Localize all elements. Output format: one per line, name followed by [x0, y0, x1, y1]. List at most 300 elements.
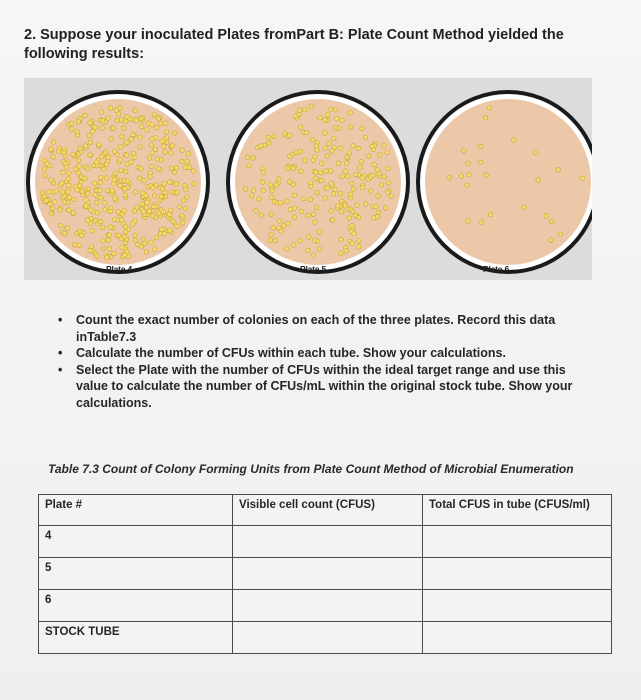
colony-dot [84, 204, 89, 209]
colony-dot [348, 125, 353, 130]
colony-dot [49, 211, 54, 216]
colony-dot [125, 162, 130, 167]
cell-total-cfus[interactable] [423, 558, 612, 590]
colony-dot [288, 154, 293, 159]
colony-dot [276, 226, 281, 231]
colony-dot [49, 147, 54, 152]
colony-dot [107, 233, 112, 238]
colony-dot [311, 158, 316, 163]
colony-dot [65, 226, 70, 231]
colony-dot [150, 123, 155, 128]
colony-dot [311, 212, 316, 217]
colony-dot [104, 176, 109, 181]
colony-dot [319, 161, 324, 166]
plate-6-label: Plate 6 [483, 264, 510, 274]
colony-dot [374, 205, 379, 210]
colony-dot [159, 157, 164, 162]
colony-dot [72, 242, 77, 247]
colony-dot [150, 151, 155, 156]
colony-dot [353, 172, 358, 177]
colony-dot [299, 169, 304, 174]
colony-dot [549, 238, 554, 243]
colony-dot [177, 204, 182, 209]
colony-dot [142, 241, 147, 246]
instruction-item [58, 312, 588, 345]
colony-dot [172, 170, 177, 175]
colony-dot [389, 194, 394, 199]
colony-dot [133, 190, 138, 195]
colony-dot [88, 153, 93, 158]
colony-dot [67, 183, 72, 188]
colony-dot [90, 228, 95, 233]
colony-dot [141, 210, 146, 215]
instruction-text: Count the exact number of colonies on each of the three plates. Record this data inTable7.3 [76, 313, 556, 344]
colony-dot [330, 149, 335, 154]
colony-dot [149, 240, 154, 245]
colony-dot [155, 157, 160, 162]
colony-dot [267, 141, 272, 146]
colony-dot [375, 214, 380, 219]
colony-dot [159, 121, 164, 126]
colony-dot [78, 146, 83, 151]
colony-dot [340, 118, 345, 123]
colony-dot [159, 194, 164, 199]
colony-dot [335, 116, 340, 121]
colony-dot [291, 166, 296, 171]
colony-dot [133, 238, 138, 243]
bullet-icon: • [58, 346, 63, 360]
colony-dot [147, 209, 152, 214]
colony-dot [131, 222, 136, 227]
colony-dot [336, 204, 341, 209]
colony-dot [479, 220, 484, 225]
colony-dot [315, 190, 320, 195]
cell-total-cfus[interactable] [423, 622, 612, 654]
colony-dot [462, 148, 467, 153]
bullet-icon: • [58, 313, 63, 327]
colony-dot [259, 213, 264, 218]
instruction-text: Calculate the number of CFUs within each tube. Show your calculations. [76, 346, 506, 360]
colony-dot [329, 181, 334, 186]
colony-dot [160, 187, 165, 192]
colony-dot [80, 189, 85, 194]
colony-dot [114, 108, 119, 113]
colony-dot [122, 186, 127, 191]
colony-dot [348, 110, 353, 115]
colony-dot [293, 114, 298, 119]
colony-dot [325, 186, 330, 191]
colony-dot [123, 119, 128, 124]
colony-dot [339, 237, 344, 242]
colony-dot [544, 214, 549, 219]
colony-dot [483, 115, 488, 120]
bullet-icon: • [58, 362, 63, 377]
agar-surface [425, 99, 591, 265]
colony-dot [251, 188, 256, 193]
colony-dot [138, 135, 143, 140]
colony-dot [379, 183, 384, 188]
colony-dot [42, 158, 47, 163]
colony-dot [150, 137, 155, 142]
colony-dot [350, 241, 355, 246]
cell-visible-count[interactable] [233, 558, 423, 590]
colony-dot [92, 181, 97, 186]
colony-dot [119, 118, 124, 123]
colony-dot [383, 206, 388, 211]
colony-dot [103, 207, 108, 212]
colony-dot [66, 190, 71, 195]
colony-dot [180, 213, 185, 218]
colony-dot [167, 180, 172, 185]
colony-dot [98, 188, 103, 193]
colony-dot [355, 203, 360, 208]
colony-dot [447, 175, 452, 180]
colony-dot [77, 164, 82, 169]
colony-dot [168, 228, 173, 233]
colony-dot [274, 183, 279, 188]
colony-dot [129, 137, 134, 142]
colony-dot [118, 145, 123, 150]
colony-dot [385, 150, 390, 155]
colony-dot [271, 226, 276, 231]
cell-visible-count[interactable] [233, 526, 423, 558]
colony-dot [138, 176, 143, 181]
colony-dot [312, 238, 317, 243]
colony-dot [84, 197, 89, 202]
petri-dish-plate-6 [418, 92, 592, 272]
colony-dot [180, 148, 185, 153]
colony-dot [121, 126, 126, 131]
colony-dot [371, 173, 376, 178]
colony-dot [314, 205, 319, 210]
colony-dot [125, 114, 130, 119]
colony-dot [323, 146, 328, 151]
colony-dot [301, 197, 306, 202]
colony-dot [152, 204, 157, 209]
colony-dot [382, 175, 387, 180]
colony-dot [338, 251, 343, 256]
petri-dish-plate-5 [228, 92, 408, 272]
colony-dot [111, 126, 116, 131]
colony-dot [360, 176, 365, 181]
colony-dot [58, 208, 63, 213]
colony-dot [467, 172, 472, 177]
colony-dot [368, 189, 373, 194]
colony-dot [102, 201, 107, 206]
colony-dot [113, 171, 118, 176]
colony-dot [170, 143, 175, 148]
colony-dot [139, 117, 144, 122]
instruction-item [58, 345, 588, 362]
colony-dot [478, 160, 483, 165]
cell-visible-count[interactable] [233, 590, 423, 622]
colony-dot [303, 108, 308, 113]
colony-dot [272, 134, 277, 139]
colony-dot [181, 221, 186, 226]
colony-dot [580, 176, 585, 181]
colony-dot [149, 143, 154, 148]
table-row [39, 590, 612, 622]
instruction-list [58, 312, 588, 411]
colony-dot [125, 140, 130, 145]
colony-dot [372, 162, 377, 167]
colony-dot [104, 162, 109, 167]
colony-dot [347, 216, 352, 221]
colony-dot [376, 210, 381, 215]
colony-dot [154, 125, 159, 130]
colony-dot [141, 191, 146, 196]
table-header-row [39, 495, 612, 526]
petri-dish-plate-4 [28, 92, 208, 272]
colony-dot [246, 155, 251, 160]
colony-dot [314, 176, 319, 181]
colony-dot [323, 196, 328, 201]
colony-dot [333, 126, 338, 131]
colony-dot [105, 189, 110, 194]
colony-dot [288, 207, 293, 212]
colony-dot [76, 120, 81, 125]
instruction-item [58, 362, 588, 412]
colony-dot [163, 150, 168, 155]
colony-dot [78, 229, 83, 234]
plates-figure [24, 78, 592, 280]
colony-dot [323, 131, 328, 136]
colony-dot [158, 231, 163, 236]
colony-dot [310, 137, 315, 142]
colony-dot [58, 223, 63, 228]
colony-dot [319, 178, 324, 183]
colony-dot [286, 166, 291, 171]
colony-dot [89, 208, 94, 213]
colony-dot [144, 205, 149, 210]
header-total-cfus: Total CFUS in tube (CFUS/ml) [423, 495, 612, 526]
colony-dot [269, 212, 274, 217]
colony-dot [183, 206, 188, 211]
colony-dot [292, 215, 297, 220]
colony-dot [109, 137, 114, 142]
colony-dot [270, 195, 275, 200]
colony-dot [133, 233, 138, 238]
colony-dot [298, 239, 303, 244]
colony-dot [101, 167, 106, 172]
colony-dot [174, 165, 179, 170]
colony-dot [558, 232, 563, 237]
colony-dot [169, 151, 174, 156]
colony-dot [292, 193, 297, 198]
colony-dot [487, 106, 492, 111]
colony-dot [332, 136, 337, 141]
colony-dot [338, 191, 343, 196]
colony-dot [273, 238, 278, 243]
colony-dot [115, 118, 120, 123]
colony-dot [291, 243, 296, 248]
colony-dot [51, 140, 56, 145]
colony-dot [161, 210, 166, 215]
colony-dot [323, 117, 328, 122]
colony-dot [346, 174, 351, 179]
colony-dot [169, 166, 174, 171]
colony-dot [101, 225, 106, 230]
colony-dot [77, 243, 82, 248]
colony-dot [192, 182, 197, 187]
colony-dot [87, 133, 92, 138]
colony-dot [124, 169, 129, 174]
colony-dot [179, 159, 184, 164]
colony-dot [284, 246, 289, 251]
colony-dot [268, 183, 273, 188]
colony-dot [61, 170, 66, 175]
colony-dot [152, 193, 157, 198]
colony-dot [286, 221, 291, 226]
colony-dot [97, 143, 102, 148]
colony-dot [266, 135, 271, 140]
colony-dot [40, 190, 45, 195]
cell-visible-count[interactable] [233, 622, 423, 654]
colony-dot [175, 190, 180, 195]
colony-dot [363, 135, 368, 140]
colony-dot [306, 213, 311, 218]
colony-dot [187, 165, 192, 170]
colony-dot [347, 151, 352, 156]
colony-dot [370, 144, 375, 149]
colony-dot [120, 134, 125, 139]
colony-dot [269, 232, 274, 237]
colony-dot [331, 192, 336, 197]
colony-dot [174, 182, 179, 187]
colony-dot [156, 116, 161, 121]
colony-dot [145, 200, 150, 205]
colony-dot [154, 235, 159, 240]
colony-dot [459, 174, 464, 179]
colony-dot [43, 174, 48, 179]
colony-dot [138, 145, 143, 150]
colony-dot [131, 151, 136, 156]
colony-dot [99, 196, 104, 201]
colony-dot [184, 187, 189, 192]
colony-dot [60, 181, 65, 186]
colony-dot [83, 144, 88, 149]
colony-dot [333, 187, 338, 192]
colony-dot [340, 174, 345, 179]
colony-dot [268, 238, 273, 243]
colony-dot [376, 194, 381, 199]
colony-dot [100, 126, 105, 131]
colony-dot [56, 149, 61, 154]
colony-dot [533, 151, 538, 156]
colony-dot [484, 173, 489, 178]
colony-dot [48, 202, 53, 207]
colony-dot [123, 225, 128, 230]
colony-dot [549, 219, 554, 224]
colony-dot [186, 151, 191, 156]
colony-dot [339, 209, 344, 214]
instruction-text: Select the Plate with the number of CFUs within the ideal target range and use this value to calculate the number of CFUs/mL within the original stock tube. Show your calculations. [76, 362, 573, 410]
colony-dot [191, 169, 196, 174]
colony-dot [478, 144, 483, 149]
colony-dot [116, 209, 121, 214]
question-text: 2. Suppose your inoculated Plates fromPart B: Plate Count Method yielded the following results: [24, 27, 564, 62]
table-caption: Table 7.3 Count of Colony Forming Units from Plate Count Method of Microbial Enumeration [48, 462, 574, 476]
colony-dot [67, 171, 72, 176]
table-row [39, 622, 612, 654]
colony-dot [152, 247, 157, 252]
colony-dot [536, 178, 541, 183]
colony-dot [63, 231, 68, 236]
colony-dot [360, 126, 365, 131]
colony-dot [53, 200, 58, 205]
colony-dot [328, 169, 333, 174]
colony-dot [352, 231, 357, 236]
cell-plate-number: 6 [39, 590, 233, 622]
colony-dot [338, 146, 343, 151]
colony-dot [336, 161, 341, 166]
colony-dot [488, 212, 493, 217]
cell-total-cfus[interactable] [423, 526, 612, 558]
colony-dot [297, 108, 302, 113]
colony-dot [282, 224, 287, 229]
colony-dot [156, 166, 161, 171]
colony-dot [123, 229, 128, 234]
colony-dot [112, 149, 117, 154]
colony-dot [113, 196, 118, 201]
colony-dot [466, 161, 471, 166]
colony-dot [106, 238, 111, 243]
colony-dot [101, 238, 106, 243]
colony-dot [62, 200, 67, 205]
colony-dot [309, 104, 314, 109]
colony-dot [329, 209, 334, 214]
colony-dot [261, 170, 266, 175]
colony-dot [348, 192, 353, 197]
colony-dot [95, 254, 100, 259]
colony-dot [88, 248, 93, 253]
cell-total-cfus[interactable] [423, 590, 612, 622]
cell-plate-number: STOCK TUBE [39, 622, 233, 654]
colony-dot [330, 218, 335, 223]
colony-dot [344, 249, 349, 254]
colony-dot [147, 156, 152, 161]
colony-dot [304, 130, 309, 135]
colony-dot [308, 197, 313, 202]
colony-dot [118, 158, 123, 163]
colony-dot [89, 244, 94, 249]
colony-dot [298, 125, 303, 130]
colony-dot [131, 132, 136, 137]
colony-dot [278, 201, 283, 206]
colony-dot [185, 159, 190, 164]
colony-dot [47, 189, 52, 194]
colony-dot [167, 212, 172, 217]
colony-dot [465, 183, 470, 188]
colony-dot [259, 144, 264, 149]
colony-dot [142, 178, 147, 183]
colony-dot [108, 106, 113, 111]
colony-dot [140, 124, 145, 129]
colony-dot [251, 156, 256, 161]
colony-count-table [38, 494, 612, 654]
colony-dot [75, 129, 80, 134]
colony-dot [122, 234, 127, 239]
colony-dot [119, 218, 124, 223]
colony-dot [317, 247, 322, 252]
colony-dot [317, 230, 322, 235]
colony-dot [243, 187, 248, 192]
colony-dot [148, 175, 153, 180]
colony-dot [123, 193, 128, 198]
colony-dot [93, 218, 98, 223]
colony-dot [175, 224, 180, 229]
colony-dot [351, 187, 356, 192]
